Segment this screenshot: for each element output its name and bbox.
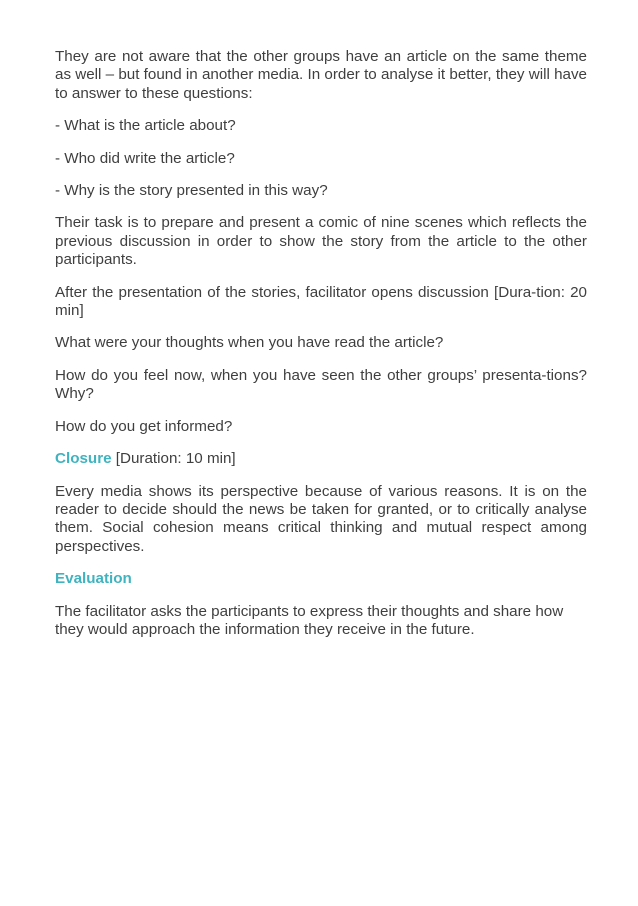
closure-heading: Closure — [55, 450, 112, 468]
discussion-question-informed: How do you get informed? — [55, 417, 233, 435]
task-paragraph: Their task is to prepare and present a comic of nine scenes which reflects the previous discussion in order to show the story from the article to the other participants. — [55, 214, 587, 269]
closure-line — [55, 450, 587, 468]
discussion-question-thoughts: What were your thoughts when you have read the article? — [55, 334, 444, 352]
discussion-question-feel: How do you feel now, when you have seen the other groups’ presenta-tions? Why? — [55, 366, 587, 403]
evaluation-heading: Evaluation — [55, 570, 132, 588]
document-page — [55, 48, 587, 653]
evaluation-line — [55, 570, 587, 588]
question-what: - What is the article about? — [55, 117, 236, 135]
closure-duration: [Duration: 10 min] — [111, 450, 236, 468]
question-why: - Why is the story presented in this way? — [55, 182, 328, 200]
closure-paragraph: Every media shows its perspective because of various reasons. It is on the reader to decide should the news be taken for granted, or to critically analyse them. Social cohesion means critical thinking and mutual respect among perspectives. — [55, 482, 587, 555]
question-who: - Who did write the article? — [55, 149, 235, 167]
discussion-paragraph: After the presentation of the stories, facilitator opens discussion [Dura-tion: 20 min] — [55, 283, 587, 320]
intro-paragraph: They are not aware that the other groups have an article on the same theme as well – but found in another media. In order to analyse it better, they will have to answer to these questions: — [55, 48, 587, 102]
evaluation-paragraph: The facilitator asks the participants to express their thoughts and share how they would approach the information they receive in the future. — [55, 602, 564, 638]
